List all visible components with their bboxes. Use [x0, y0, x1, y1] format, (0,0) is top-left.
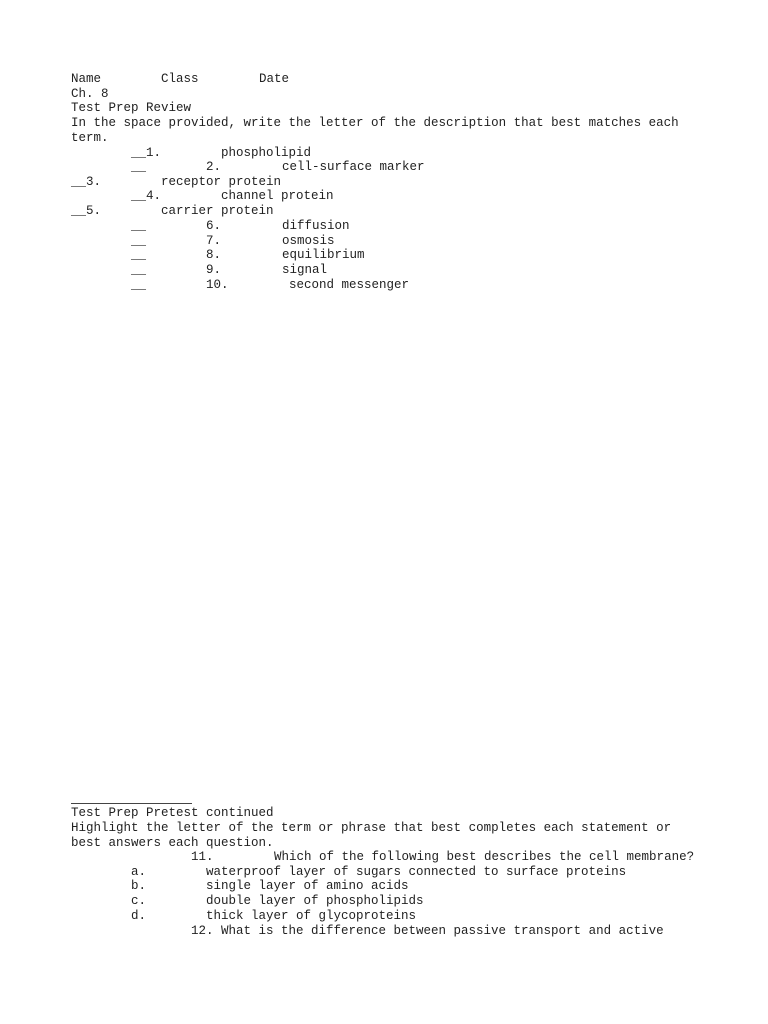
pretest-title: Test Prep Pretest continued	[71, 806, 274, 820]
matching-number-10: 10.	[206, 278, 229, 292]
question-12-text: 12. What is the difference between passive transport and active	[191, 924, 664, 938]
pretest-instructions-line-1: Highlight the letter of the term or phrase that best completes each statement or	[71, 821, 672, 835]
matching-term-2: cell-surface marker	[282, 160, 425, 174]
option-text-c: double layer of phospholipids	[206, 894, 424, 908]
answer-blank-8[interactable]: __	[131, 248, 147, 262]
matching-term-10: second messenger	[289, 278, 410, 292]
section-divider	[71, 803, 192, 804]
matching-number-8: 8.	[206, 248, 222, 262]
section-title: Test Prep Review	[71, 101, 192, 115]
chapter-label: Ch. 8	[71, 87, 109, 101]
option-letter-b[interactable]: b.	[131, 879, 147, 893]
answer-blank-9[interactable]: __	[131, 263, 147, 277]
matching-term-6: diffusion	[282, 219, 350, 233]
pretest-instructions-line-2: best answers each question.	[71, 836, 274, 850]
question-11-text: Which of the following best describes the cell membrane?	[274, 850, 695, 864]
matching-number-9: 9.	[206, 263, 222, 277]
answer-blank-5[interactable]: __5.	[71, 204, 102, 218]
option-text-a: waterproof layer of sugars connected to surface proteins	[206, 865, 627, 879]
instructions-line-2: term.	[71, 131, 109, 145]
answer-blank-3[interactable]: __3.	[71, 175, 102, 189]
matching-number-6: 6.	[206, 219, 222, 233]
question-11-number: 11.	[191, 850, 214, 864]
option-letter-c[interactable]: c.	[131, 894, 147, 908]
class-label: Class	[161, 72, 199, 86]
matching-term-8: equilibrium	[282, 248, 365, 262]
answer-blank-10[interactable]: __	[131, 278, 147, 292]
matching-term-1: phospholipid	[221, 146, 312, 160]
answer-blank-1[interactable]: __1.	[131, 146, 162, 160]
answer-blank-7[interactable]: __	[131, 234, 147, 248]
matching-term-5: carrier protein	[161, 204, 274, 218]
answer-blank-2[interactable]: __	[131, 160, 147, 174]
name-label: Name	[71, 72, 102, 86]
matching-term-9: signal	[282, 263, 328, 277]
answer-blank-4[interactable]: __4.	[131, 189, 162, 203]
matching-term-3: receptor protein	[161, 175, 282, 189]
option-text-b: single layer of amino acids	[206, 879, 409, 893]
answer-blank-6[interactable]: __	[131, 219, 147, 233]
matching-term-7: osmosis	[282, 234, 335, 248]
matching-number-7: 7.	[206, 234, 222, 248]
matching-number-2: 2.	[206, 160, 222, 174]
option-letter-d[interactable]: d.	[131, 909, 147, 923]
matching-term-4: channel protein	[221, 189, 334, 203]
option-letter-a[interactable]: a.	[131, 865, 147, 879]
instructions-line-1: In the space provided, write the letter of the description that best matches each	[71, 116, 679, 130]
date-label: Date	[259, 72, 290, 86]
option-text-d: thick layer of glycoproteins	[206, 909, 417, 923]
